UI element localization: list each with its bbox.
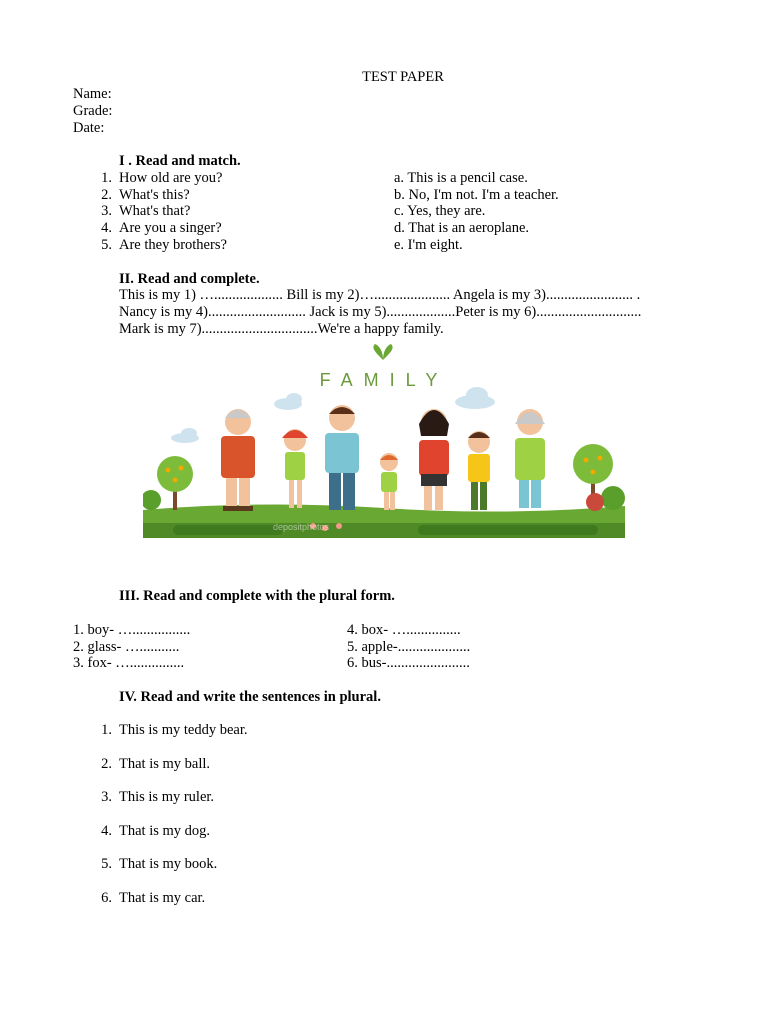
answer-item: c. Yes, they are.	[394, 203, 486, 219]
boy-figure	[468, 431, 490, 510]
leaf-icon	[373, 344, 392, 360]
page-title: TEST PAPER	[362, 69, 444, 85]
sentence-text: This is my teddy bear.	[119, 722, 248, 738]
plural-item: 2. glass- …...........	[73, 639, 180, 655]
family-scene-image	[143, 340, 625, 538]
question-number: 3.	[101, 203, 112, 219]
question-number: 5.	[101, 237, 112, 253]
date-field-label: Date:	[73, 120, 105, 136]
question-item	[90, 203, 190, 220]
question-text: What's that?	[119, 203, 191, 219]
sentence-item	[90, 722, 247, 739]
tree-icon	[143, 456, 193, 510]
sentence-text: That is my car.	[119, 890, 206, 906]
answer-item: b. No, I'm not. I'm a teacher.	[394, 187, 559, 203]
answer-item: a. This is a pencil case.	[394, 170, 528, 186]
girl-figure	[282, 429, 308, 508]
plural-item: 4. box- …...............	[347, 622, 461, 638]
question-number: 4.	[101, 220, 112, 236]
question-number: 2.	[101, 187, 112, 203]
tree-icon	[573, 444, 625, 511]
sentence-text: That is my ball.	[119, 756, 211, 772]
small-boy-figure	[380, 453, 398, 510]
plural-item: 5. apple-....................	[347, 639, 471, 655]
question-number: 1.	[101, 170, 112, 186]
question-text: Are you a singer?	[119, 220, 222, 236]
sentence-item	[90, 856, 217, 873]
question-text: Are they brothers?	[119, 237, 227, 253]
illustration-caption: FAMILY	[319, 370, 449, 390]
name-field-label: Name:	[73, 86, 112, 102]
sentence-number: 6.	[101, 890, 112, 906]
sentence-text: That is my book.	[119, 856, 218, 872]
fill-in-line: Nancy is my 4)........................... Jack is my 5)...................Peter is my 6).............................	[119, 304, 642, 320]
father-figure	[325, 405, 359, 510]
plural-item: 1. boy- …................	[73, 622, 191, 638]
sentence-item	[90, 823, 210, 840]
question-item	[90, 220, 222, 237]
fill-in-line: This is my 1) …................... Bill is my 2)…..................... Angela is my 3)........................ .	[119, 287, 641, 303]
question-item	[90, 170, 222, 187]
sentence-number: 1.	[101, 722, 112, 738]
sentence-item	[90, 789, 214, 806]
question-text: How old are you?	[119, 170, 223, 186]
grandfather-figure	[221, 409, 255, 511]
question-text: What's this?	[119, 187, 190, 203]
sentence-number: 2.	[101, 756, 112, 772]
plural-item: 6. bus-.......................	[347, 655, 470, 671]
section3-heading: III. Read and complete with the plural form.	[119, 588, 395, 604]
plural-item: 3. fox- …...............	[73, 655, 185, 671]
sentence-item	[90, 890, 205, 907]
grandmother-figure	[515, 409, 545, 508]
section2-heading: II. Read and complete.	[119, 271, 260, 287]
answer-item: e. I'm eight.	[394, 237, 463, 253]
sentence-item	[90, 756, 210, 773]
sentence-text: That is my dog.	[119, 823, 211, 839]
question-item	[90, 237, 227, 254]
watermark-text: depositphotos	[273, 522, 330, 532]
mother-figure	[419, 409, 449, 510]
section4-heading: IV. Read and write the sentences in plural.	[119, 689, 381, 705]
sentence-number: 3.	[101, 789, 112, 805]
family-illustration	[143, 340, 625, 538]
fill-in-line: Mark is my 7)................................We're a happy family.	[119, 321, 444, 337]
answer-item: d. That is an aeroplane.	[394, 220, 530, 236]
sentence-number: 4.	[101, 823, 112, 839]
section1-heading: I . Read and match.	[119, 153, 241, 169]
grade-field-label: Grade:	[73, 103, 113, 119]
question-item	[90, 187, 190, 204]
sentence-text: This is my ruler.	[119, 789, 215, 805]
sentence-number: 5.	[101, 856, 112, 872]
